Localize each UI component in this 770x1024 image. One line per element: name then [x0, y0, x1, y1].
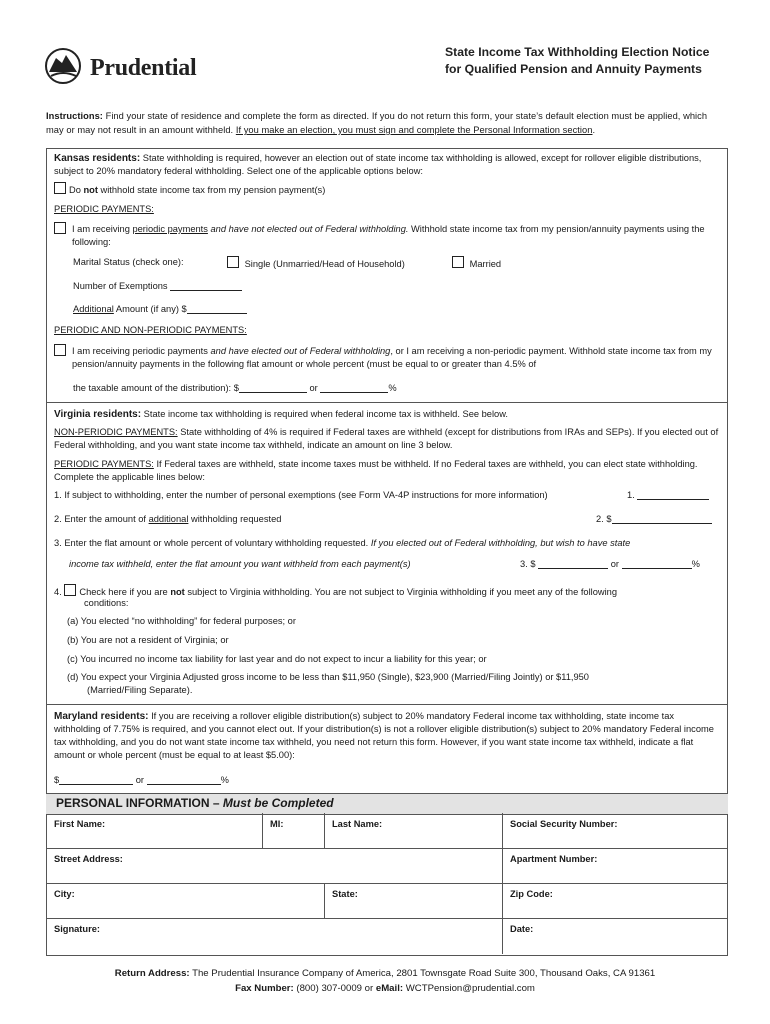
- virginia-percent-field[interactable]: [622, 558, 692, 569]
- virginia-line3: [54, 537, 630, 550]
- kansas-heading: Kansas residents:: [54, 153, 141, 164]
- zip-field[interactable]: Zip Code:: [510, 889, 553, 899]
- kansas-intro-text: State withholding is required, however an election out of state income tax withholding is allowed, except for rollover eligible distributions, subject to 20% mandatory federal withholding. Select one of the applicable options below:: [54, 153, 702, 176]
- kansas-taxable-row: [73, 382, 397, 395]
- fax-text: (800) 307-0009 or: [293, 983, 376, 994]
- virginia-nonperiodic: [54, 426, 722, 452]
- grid-line: [324, 813, 325, 848]
- virginia-line2-pre: 2. Enter the amount of: [54, 514, 149, 524]
- personal-title-text: PERSONAL INFORMATION –: [56, 796, 223, 810]
- return-address-text: The Prudential Insurance Company of America, 2801 Townsgate Road Suite 300, Thousand Oaks, CA 91361: [189, 968, 656, 979]
- kansas-nonperiodic-italic: and have elected out of Federal withholding: [210, 346, 391, 356]
- form-title: [445, 44, 709, 78]
- kansas-do-not-bold: not: [83, 185, 98, 195]
- virginia-line3b: [69, 558, 411, 571]
- virginia-line1-num: 1.: [627, 490, 635, 500]
- return-address-label: Return Address:: [114, 968, 190, 979]
- exemptions-row: [73, 280, 242, 293]
- kansas-percent-field[interactable]: [320, 382, 388, 393]
- virginia-line3b-italic: income tax withheld, enter the flat amount you want withheld from each payment(s): [69, 559, 411, 569]
- grid-line: [46, 883, 728, 884]
- kansas-periodic-pre: I am receiving: [72, 224, 133, 234]
- date-field[interactable]: Date:: [510, 924, 534, 934]
- virginia-line3-italic: If you elected out of Federal withholding, but wish to have state: [370, 538, 631, 548]
- kansas-pct: %: [388, 383, 397, 393]
- virginia-p-heading: PERIODIC PAYMENTS:: [54, 459, 154, 469]
- virginia-or: or: [610, 559, 619, 569]
- email-label: eMail:: [375, 983, 404, 994]
- grid-line: [46, 918, 728, 919]
- virginia-line2: [54, 513, 281, 526]
- virginia-line3-fields: [520, 558, 700, 571]
- title-line-1: State Income Tax Withholding Election Notice: [445, 45, 710, 59]
- maryland-or: or: [135, 775, 145, 785]
- kansas-periodic-checkbox[interactable]: [54, 222, 66, 234]
- virginia-condition-a: (a) You elected “no withholding” for federal purposes; or: [67, 616, 296, 626]
- grid-line: [324, 883, 325, 918]
- personal-info-title: [56, 796, 334, 810]
- kansas-nonperiodic-heading: PERIODIC AND NON-PERIODIC PAYMENTS:: [54, 325, 247, 335]
- city-field[interactable]: City:: [54, 889, 75, 899]
- fax-email: [0, 981, 770, 996]
- maryland-dollar: $: [54, 775, 60, 785]
- kansas-do-not-pre: Do: [69, 185, 84, 195]
- kansas-do-not-post: withhold state income tax from my pension payment(s): [97, 185, 326, 195]
- kansas-periodic-italic: and have not elected out of Federal withholding.: [207, 224, 409, 234]
- instructions-underlined: If you make an election, you must sign and complete the Personal Information section: [235, 125, 593, 135]
- virginia-intro: [54, 408, 508, 421]
- kansas-periodic-heading: PERIODIC PAYMENTS:: [54, 204, 154, 214]
- maryland-text: [54, 710, 722, 762]
- virginia-condition-c: (c) You incurred no income tax liability for last year and do not expect to incur a liability for this year; or: [67, 654, 487, 664]
- exemptions-field[interactable]: [170, 280, 242, 291]
- virginia-additional-field[interactable]: [612, 513, 712, 524]
- virginia-exemptions-field[interactable]: [637, 489, 709, 500]
- grid-line: [502, 813, 503, 954]
- virginia-line2-post: withholding requested: [188, 514, 282, 524]
- additional-label: Amount (if any) $: [113, 304, 187, 314]
- kansas-nonperiodic-text: [72, 345, 722, 371]
- marital-married-checkbox[interactable]: [452, 256, 464, 268]
- title-line-2: for Qualified Pension and Annuity Payments: [445, 62, 702, 76]
- kansas-nonperiodic-post: , or I am receiving a non-periodic payment. Withhold state income tax from my pension/annuity payments in the following flat amount or whole percent (must be equal to or greater than 4.5% of: [72, 346, 712, 369]
- personal-title-italic: Must be Completed: [222, 796, 334, 810]
- virginia-line1-field-wrap: [627, 489, 709, 502]
- instructions: [46, 109, 726, 137]
- apartment-field[interactable]: Apartment Number:: [510, 854, 598, 864]
- virginia-line4: [54, 584, 617, 599]
- virginia-np-heading: NON-PERIODIC PAYMENTS:: [54, 427, 178, 437]
- maryland-pct: %: [220, 775, 229, 785]
- virginia-condition-d-cont: (Married/Filing Separate).: [87, 685, 193, 695]
- virginia-flat-amount-field[interactable]: [538, 558, 608, 569]
- divider: [46, 704, 728, 705]
- maryland-fields: [54, 774, 229, 787]
- marital-single-label: Single (Unmarried/Head of Household): [244, 259, 405, 269]
- street-address-field[interactable]: Street Address:: [54, 854, 123, 864]
- virginia-heading: Virginia residents:: [54, 409, 142, 420]
- virginia-np-text: State withholding of 4% is required if Federal taxes are withheld (except for distributions from IRAs and SEPs). If you elected out of Federal withholding, and you want state income tax withheld, indicate an amount on line 3 below.: [54, 427, 719, 450]
- virginia-line2-field-wrap: [596, 513, 712, 526]
- virginia-line4-post: subject to Virginia withholding. You are not subject to Virginia withholding if you meet any of the following: [184, 587, 618, 597]
- kansas-taxable-label: the taxable amount of the distribution): $: [73, 383, 239, 393]
- kansas-periodic-text: [72, 223, 722, 249]
- virginia-condition-b: (b) You are not a resident of Virginia; or: [67, 635, 229, 645]
- virginia-line3-pre: 3. Enter the flat amount or whole percent of voluntary withholding requested.: [54, 538, 371, 548]
- signature-field[interactable]: Signature:: [54, 924, 100, 934]
- ssn-field[interactable]: Social Security Number:: [510, 819, 618, 829]
- state-field[interactable]: State:: [332, 889, 358, 899]
- exemptions-label: Number of Exemptions: [73, 281, 168, 291]
- instructions-end: .: [592, 125, 596, 135]
- marital-single-option: [227, 256, 405, 271]
- virginia-line4-bold: not: [170, 587, 185, 597]
- virginia-intro-text: State income tax withholding is required when federal income tax is withheld. See below.: [141, 409, 508, 419]
- kansas-intro: [54, 152, 722, 178]
- kansas-nonperiodic-checkbox[interactable]: [54, 344, 66, 356]
- grid-line: [262, 813, 263, 848]
- prudential-rock-logo: [44, 46, 86, 86]
- virginia-not-subject-checkbox[interactable]: [64, 584, 76, 596]
- kansas-do-not-withhold-checkbox[interactable]: [54, 182, 66, 194]
- last-name-field[interactable]: Last Name:: [332, 819, 383, 829]
- kansas-nonperiodic-checkbox-wrap: [54, 344, 69, 357]
- additional-underlined: Additional: [73, 304, 114, 314]
- email-text: WCTPension@prudential.com: [403, 983, 535, 994]
- maryland-body: If you are receiving a rollover eligible distribution(s) subject to 20% mandatory Federal income tax withholding, state income tax withholding of 7.75% is required, and you cannot elect out. If your distribution(s) is not a rollover eligible distribution(s) subject to 20% mandatory Federal income tax withholding, and you do not want state income tax withheld, you need not return this form. However, if you want state income tax withheld, indicate a flat amount or whole percent (must be equal to at least $5.00):: [54, 711, 714, 760]
- kansas-periodic-underlined: periodic payments: [132, 224, 208, 234]
- marital-married-label: Married: [469, 259, 502, 269]
- virginia-line4-num: 4.: [54, 587, 62, 597]
- instructions-text: Find your state of residence and complete the form as directed. If you do not return this form, your state’s default election must be applied, which may or may not result in an amount withheld.: [46, 111, 708, 135]
- virginia-pct: %: [691, 559, 700, 569]
- virginia-line4-pre: Check here if you are: [79, 587, 171, 597]
- marital-label: Marital Status (check one):: [73, 257, 184, 267]
- kansas-nonperiodic-pre: I am receiving periodic payments: [72, 346, 211, 356]
- grid-line: [46, 848, 728, 849]
- kansas-opt-do-not: [54, 182, 325, 197]
- kansas-periodic-checkbox-wrap: [54, 222, 69, 235]
- marital-single-checkbox[interactable]: [227, 256, 239, 268]
- virginia-p-text: If Federal taxes are withheld, state income taxes must be withheld. If no Federal taxes are withheld, you can elect state withholding. Complete the applicable lines below:: [54, 459, 698, 482]
- maryland-percent-field[interactable]: [147, 774, 221, 785]
- maryland-heading: Maryland residents:: [54, 711, 149, 722]
- kansas-flat-amount-field[interactable]: [239, 382, 307, 393]
- virginia-line3-num: 3. $: [520, 559, 536, 569]
- virginia-line2-num: 2. $: [596, 514, 612, 524]
- additional-amount-field[interactable]: [187, 303, 247, 314]
- maryland-flat-amount-field[interactable]: [59, 774, 133, 785]
- kansas-or: or: [309, 383, 318, 393]
- mi-field[interactable]: MI:: [270, 819, 284, 829]
- first-name-field[interactable]: First Name:: [54, 819, 106, 829]
- virginia-line1: 1. If subject to withholding, enter the number of personal exemptions (see Form VA-4P instructions for more information): [54, 490, 548, 500]
- brand-name: Prudential: [90, 55, 197, 81]
- virginia-condition-d: (d) You expect your Virginia Adjusted gross income to be less than $11,950 (Single), $23,900 (Married/Filing Jointly) or $11,950: [67, 672, 589, 682]
- virginia-line2-underlined: additional: [148, 514, 189, 524]
- fax-label: Fax Number:: [235, 983, 294, 994]
- return-address: [0, 966, 770, 981]
- divider: [46, 402, 728, 403]
- instructions-label: Instructions:: [46, 111, 103, 121]
- virginia-periodic: [54, 458, 722, 484]
- kansas-periodic-post: Withhold state income tax from my pension/annuity payments using the following:: [72, 224, 705, 247]
- virginia-line4-cont: conditions:: [84, 598, 129, 608]
- marital-married-option: [452, 256, 501, 271]
- additional-row: [73, 303, 247, 316]
